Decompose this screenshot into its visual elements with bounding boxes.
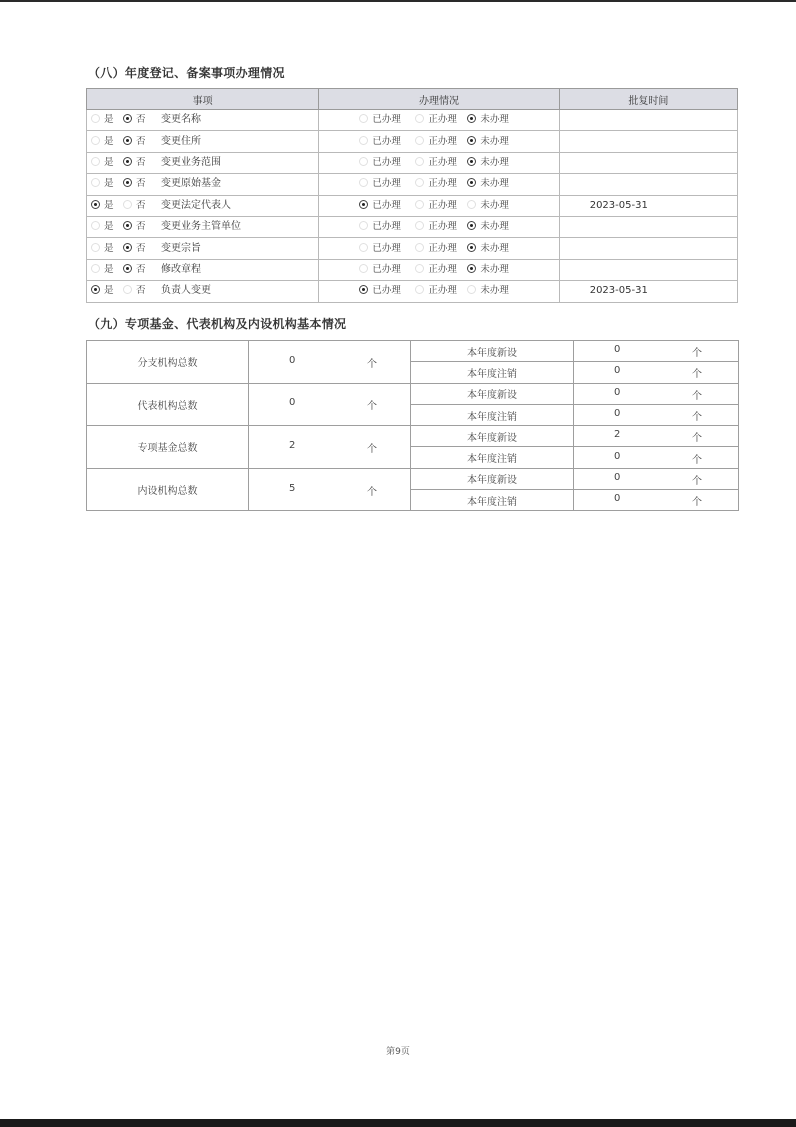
status-label: 已办理 xyxy=(372,178,401,190)
total-value: 5 xyxy=(289,482,296,494)
radio-icon[interactable] xyxy=(415,264,424,273)
status-label: 正办理 xyxy=(428,135,457,147)
cancel-value: 0 xyxy=(614,365,621,377)
cancel-label: 本年度注销 xyxy=(467,411,517,423)
registration-row xyxy=(87,259,738,280)
no-radio-option[interactable] xyxy=(123,284,146,298)
status-radio-option[interactable] xyxy=(359,156,401,170)
unit-label: 个 xyxy=(692,454,702,466)
new-label-cell xyxy=(411,468,574,489)
group-total-cell xyxy=(249,426,411,469)
group-label-cell xyxy=(87,426,249,469)
yes-radio-option[interactable] xyxy=(91,242,114,256)
status-label: 未办理 xyxy=(480,285,509,297)
new-value-cell xyxy=(574,426,739,447)
no-label: 否 xyxy=(136,156,146,168)
radio-icon[interactable] xyxy=(91,178,100,187)
institution-row xyxy=(87,426,739,447)
item-label: 变更宗旨 xyxy=(161,242,201,254)
radio-icon[interactable] xyxy=(359,114,368,123)
unit-label: 个 xyxy=(692,412,702,424)
radio-icon[interactable] xyxy=(467,157,476,166)
radio-icon[interactable] xyxy=(359,243,368,252)
group-label-cell xyxy=(87,341,249,384)
radio-icon[interactable] xyxy=(359,285,368,294)
new-value: 0 xyxy=(614,344,621,356)
radio-icon[interactable] xyxy=(415,136,424,145)
new-value: 0 xyxy=(614,386,621,398)
yes-radio-option[interactable] xyxy=(91,113,114,127)
radio-icon[interactable] xyxy=(415,285,424,294)
radio-icon[interactable] xyxy=(415,114,424,123)
item-cell xyxy=(87,281,319,302)
status-radio-option[interactable] xyxy=(467,263,509,277)
status-radio-option[interactable] xyxy=(415,220,457,234)
item-cell xyxy=(87,259,319,280)
status-label: 未办理 xyxy=(480,199,509,211)
status-radio-option[interactable] xyxy=(359,135,401,149)
cancel-label: 本年度注销 xyxy=(467,454,517,466)
item-cell xyxy=(87,174,319,195)
no-radio-option[interactable] xyxy=(123,199,146,213)
total-value: 0 xyxy=(289,354,296,366)
radio-icon[interactable] xyxy=(123,178,132,187)
total-value: 0 xyxy=(289,397,296,409)
item-label: 修改章程 xyxy=(161,263,201,275)
radio-icon[interactable] xyxy=(415,243,424,252)
new-label: 本年度新设 xyxy=(467,432,517,444)
status-radio-option[interactable] xyxy=(359,242,401,256)
status-radio-option[interactable] xyxy=(415,177,457,191)
no-label: 否 xyxy=(136,242,146,254)
radio-icon[interactable] xyxy=(467,200,476,209)
institution-row xyxy=(87,383,739,404)
registration-table-header xyxy=(87,89,738,110)
item-cell xyxy=(87,152,319,173)
institution-row xyxy=(87,468,739,489)
status-radio-option[interactable] xyxy=(415,263,457,277)
item-label: 变更原始基金 xyxy=(161,178,221,190)
status-radio-option[interactable] xyxy=(415,284,457,298)
date-cell xyxy=(559,110,737,131)
no-label: 否 xyxy=(136,135,146,147)
status-cell xyxy=(319,174,559,195)
radio-icon[interactable] xyxy=(359,264,368,273)
status-cell xyxy=(319,152,559,173)
status-label: 已办理 xyxy=(372,221,401,233)
unit-label: 个 xyxy=(367,401,377,413)
date-cell xyxy=(559,195,737,216)
status-label: 正办理 xyxy=(428,156,457,168)
status-cell xyxy=(319,216,559,237)
radio-icon[interactable] xyxy=(415,221,424,230)
item-label: 变更业务主管单位 xyxy=(161,221,241,233)
status-label: 已办理 xyxy=(372,156,401,168)
registration-row xyxy=(87,174,738,195)
yes-radio-option[interactable] xyxy=(91,156,114,170)
radio-icon[interactable] xyxy=(359,221,368,230)
no-label: 否 xyxy=(136,178,146,190)
no-radio-option[interactable] xyxy=(123,113,146,127)
header-date: 批复时间 xyxy=(559,89,737,110)
no-label: 否 xyxy=(136,199,146,211)
item-cell xyxy=(87,238,319,259)
status-label: 已办理 xyxy=(372,242,401,254)
yes-radio-option[interactable] xyxy=(91,135,114,149)
radio-icon[interactable] xyxy=(467,243,476,252)
radio-icon[interactable] xyxy=(467,285,476,294)
status-radio-option[interactable] xyxy=(359,199,401,213)
yes-radio-option[interactable] xyxy=(91,284,114,298)
new-value: 0 xyxy=(614,471,621,483)
unit-label: 个 xyxy=(692,390,702,402)
group-label-cell xyxy=(87,383,249,426)
radio-icon[interactable] xyxy=(467,178,476,187)
unit-label: 个 xyxy=(692,369,702,381)
status-radio-option[interactable] xyxy=(415,135,457,149)
yes-label: 是 xyxy=(104,263,114,275)
radio-icon[interactable] xyxy=(91,157,100,166)
group-label: 专项基金总数 xyxy=(137,443,198,455)
unit-label: 个 xyxy=(692,348,702,360)
item-cell xyxy=(87,131,319,152)
new-value-cell xyxy=(574,341,739,362)
status-label: 已办理 xyxy=(372,199,401,211)
item-cell xyxy=(87,216,319,237)
yes-radio-option[interactable] xyxy=(91,263,114,277)
status-radio-option[interactable] xyxy=(467,220,509,234)
status-radio-option[interactable] xyxy=(359,284,401,298)
status-label: 正办理 xyxy=(428,242,457,254)
date-cell xyxy=(559,174,737,195)
new-label: 本年度新设 xyxy=(467,475,517,487)
new-value: 2 xyxy=(614,429,621,441)
status-radio-option[interactable] xyxy=(467,199,509,213)
status-radio-option[interactable] xyxy=(467,284,509,298)
status-label: 未办理 xyxy=(480,156,509,168)
no-radio-option[interactable] xyxy=(123,156,146,170)
status-radio-option[interactable] xyxy=(415,113,457,127)
header-status: 办理情况 xyxy=(319,89,559,110)
status-label: 正办理 xyxy=(428,178,457,190)
status-cell xyxy=(319,110,559,131)
cancel-value-cell xyxy=(574,447,739,468)
cancel-label-cell xyxy=(411,404,574,425)
status-radio-option[interactable] xyxy=(467,177,509,191)
page-bottom-edge xyxy=(0,1119,796,1127)
status-cell xyxy=(319,195,559,216)
new-label: 本年度新设 xyxy=(467,347,517,359)
radio-icon[interactable] xyxy=(123,285,132,294)
status-label: 未办理 xyxy=(480,263,509,275)
approval-date: 2023-05-31 xyxy=(589,285,648,297)
status-radio-option[interactable] xyxy=(467,242,509,256)
status-label: 未办理 xyxy=(480,178,509,190)
item-label: 变更业务范围 xyxy=(161,156,221,168)
status-cell xyxy=(319,259,559,280)
registration-table xyxy=(86,88,738,303)
radio-icon[interactable] xyxy=(415,200,424,209)
registration-row xyxy=(87,110,738,131)
status-label: 已办理 xyxy=(372,263,401,275)
no-radio-option[interactable] xyxy=(123,135,146,149)
item-label: 变更名称 xyxy=(161,114,201,126)
unit-label: 个 xyxy=(367,486,377,498)
header-item: 事项 xyxy=(87,89,319,110)
radio-icon[interactable] xyxy=(359,136,368,145)
new-label-cell xyxy=(411,426,574,447)
date-cell xyxy=(559,281,737,302)
yes-radio-option[interactable] xyxy=(91,220,114,234)
item-cell xyxy=(87,110,319,131)
yes-label: 是 xyxy=(104,178,114,190)
no-label: 否 xyxy=(136,114,146,126)
status-radio-option[interactable] xyxy=(415,156,457,170)
new-label: 本年度新设 xyxy=(467,390,517,402)
approval-date: 2023-05-31 xyxy=(589,199,648,211)
unit-label: 个 xyxy=(692,433,702,445)
registration-row xyxy=(87,131,738,152)
institutions-table xyxy=(86,340,739,511)
page-number: 第9页 xyxy=(386,1047,410,1057)
no-radio-option[interactable] xyxy=(123,263,146,277)
radio-icon[interactable] xyxy=(91,285,100,294)
unit-label: 个 xyxy=(692,497,702,509)
group-label: 代表机构总数 xyxy=(137,400,198,412)
status-radio-option[interactable] xyxy=(359,220,401,234)
status-label: 正办理 xyxy=(428,285,457,297)
status-radio-option[interactable] xyxy=(467,156,509,170)
no-radio-option[interactable] xyxy=(123,220,146,234)
registration-row xyxy=(87,216,738,237)
cancel-value: 0 xyxy=(614,493,621,505)
status-radio-option[interactable] xyxy=(467,113,509,127)
item-cell xyxy=(87,195,319,216)
cancel-value: 0 xyxy=(614,408,621,420)
yes-label: 是 xyxy=(104,135,114,147)
radio-icon[interactable] xyxy=(123,264,132,273)
yes-radio-option[interactable] xyxy=(91,177,114,191)
cancel-value: 0 xyxy=(614,450,621,462)
radio-icon[interactable] xyxy=(123,136,132,145)
new-label-cell xyxy=(411,341,574,362)
cancel-label-cell xyxy=(411,447,574,468)
status-label: 已办理 xyxy=(372,285,401,297)
radio-icon[interactable] xyxy=(415,178,424,187)
radio-icon[interactable] xyxy=(467,264,476,273)
cancel-value-cell xyxy=(574,490,739,511)
radio-icon[interactable] xyxy=(91,221,100,230)
new-label-cell xyxy=(411,383,574,404)
date-cell xyxy=(559,216,737,237)
total-value: 2 xyxy=(289,439,296,451)
group-total-cell xyxy=(249,341,411,384)
section8-title: （八）年度登记、备案事项办理情况 xyxy=(88,66,285,80)
status-label: 已办理 xyxy=(372,114,401,126)
item-label: 负责人变更 xyxy=(161,285,211,297)
new-value-cell xyxy=(574,468,739,489)
no-radio-option[interactable] xyxy=(123,242,146,256)
yes-label: 是 xyxy=(104,242,114,254)
date-cell xyxy=(559,238,737,259)
date-cell xyxy=(559,131,737,152)
radio-icon[interactable] xyxy=(359,200,368,209)
group-total-cell xyxy=(249,383,411,426)
status-label: 正办理 xyxy=(428,263,457,275)
date-cell xyxy=(559,259,737,280)
new-value-cell xyxy=(574,383,739,404)
status-label: 正办理 xyxy=(428,199,457,211)
status-label: 未办理 xyxy=(480,221,509,233)
status-radio-option[interactable] xyxy=(359,177,401,191)
group-label: 分支机构总数 xyxy=(137,358,198,370)
registration-row xyxy=(87,281,738,302)
cancel-label-cell xyxy=(411,490,574,511)
cancel-label: 本年度注销 xyxy=(467,496,517,508)
radio-icon[interactable] xyxy=(123,114,132,123)
status-label: 已办理 xyxy=(372,135,401,147)
registration-row xyxy=(87,195,738,216)
radio-icon[interactable] xyxy=(91,114,100,123)
status-label: 未办理 xyxy=(480,114,509,126)
no-label: 否 xyxy=(136,285,146,297)
radio-icon[interactable] xyxy=(91,264,100,273)
status-radio-option[interactable] xyxy=(359,263,401,277)
unit-label: 个 xyxy=(367,358,377,370)
section9-title: （九）专项基金、代表机构及内设机构基本情况 xyxy=(88,317,347,331)
status-cell xyxy=(319,238,559,259)
status-label: 未办理 xyxy=(480,242,509,254)
status-label: 正办理 xyxy=(428,221,457,233)
no-radio-option[interactable] xyxy=(123,177,146,191)
group-label-cell xyxy=(87,468,249,511)
radio-icon[interactable] xyxy=(123,157,132,166)
status-label: 未办理 xyxy=(480,135,509,147)
radio-icon[interactable] xyxy=(123,243,132,252)
status-label: 正办理 xyxy=(428,114,457,126)
institution-row xyxy=(87,341,739,362)
radio-icon[interactable] xyxy=(415,157,424,166)
status-cell xyxy=(319,281,559,302)
date-cell xyxy=(559,152,737,173)
yes-label: 是 xyxy=(104,199,114,211)
unit-label: 个 xyxy=(367,443,377,455)
radio-icon[interactable] xyxy=(467,136,476,145)
unit-label: 个 xyxy=(692,475,702,487)
radio-icon[interactable] xyxy=(91,200,100,209)
registration-row xyxy=(87,238,738,259)
radio-icon[interactable] xyxy=(123,200,132,209)
radio-icon[interactable] xyxy=(359,178,368,187)
cancel-value-cell xyxy=(574,362,739,383)
no-label: 否 xyxy=(136,221,146,233)
radio-icon[interactable] xyxy=(123,221,132,230)
radio-icon[interactable] xyxy=(359,157,368,166)
status-radio-option[interactable] xyxy=(359,113,401,127)
radio-icon[interactable] xyxy=(467,114,476,123)
page-top-edge xyxy=(0,0,796,2)
yes-label: 是 xyxy=(104,114,114,126)
item-label: 变更法定代表人 xyxy=(161,199,231,211)
group-total-cell xyxy=(249,468,411,511)
status-radio-option[interactable] xyxy=(415,242,457,256)
cancel-value-cell xyxy=(574,404,739,425)
radio-icon[interactable] xyxy=(467,221,476,230)
yes-radio-option[interactable] xyxy=(91,199,114,213)
status-cell xyxy=(319,131,559,152)
cancel-label-cell xyxy=(411,362,574,383)
registration-row xyxy=(87,152,738,173)
no-label: 否 xyxy=(136,263,146,275)
status-radio-option[interactable] xyxy=(467,135,509,149)
radio-icon[interactable] xyxy=(91,136,100,145)
cancel-label: 本年度注销 xyxy=(467,368,517,380)
status-radio-option[interactable] xyxy=(415,199,457,213)
group-label: 内设机构总数 xyxy=(137,486,198,498)
radio-icon[interactable] xyxy=(91,243,100,252)
item-label: 变更住所 xyxy=(161,135,201,147)
yes-label: 是 xyxy=(104,221,114,233)
yes-label: 是 xyxy=(104,285,114,297)
yes-label: 是 xyxy=(104,156,114,168)
